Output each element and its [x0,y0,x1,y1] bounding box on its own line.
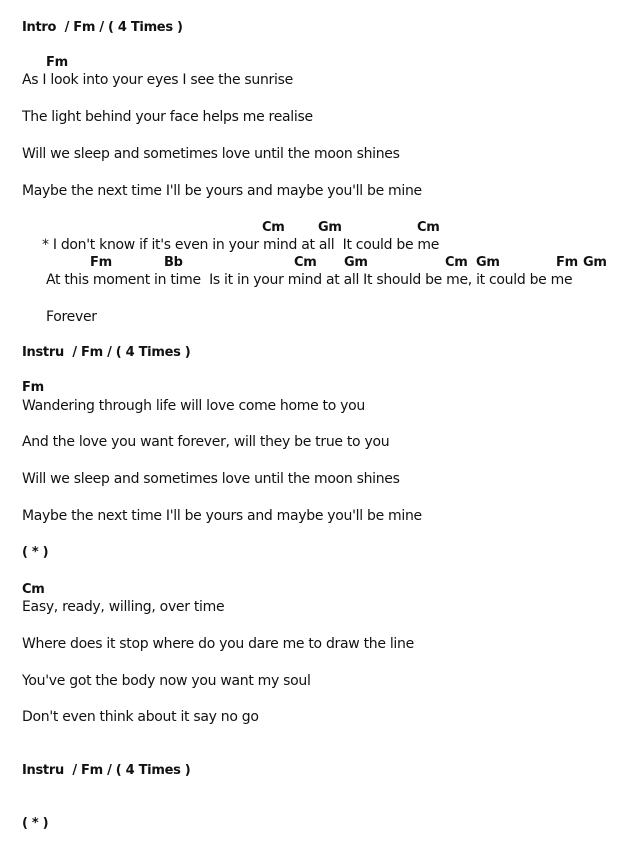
lyric-line: Will we sleep and sometimes love until the moon shines [22,146,400,162]
lyric-line: Easy, ready, willing, over time [22,599,225,615]
chord-label: Bb [164,255,183,270]
chord-label: Cm [22,582,45,597]
chord-label: Cm [445,255,468,270]
section-intro: Intro / Fm / ( 4 Times ) [22,20,183,35]
chord-label: Gm [318,220,342,235]
chorus-repeat-marker: ( * ) [22,816,49,831]
lyric-line: Maybe the next time I'll be yours and maybe you'll be mine [22,508,422,524]
lyric-line: The light behind your face helps me realise [22,109,313,125]
chord-label: Cm [417,220,440,235]
chord-label: Fm [90,255,112,270]
chord-label: Gm [583,255,607,270]
lyric-line: Wandering through life will love come home to you [22,398,365,414]
lyric-line: You've got the body now you want my soul [22,673,311,689]
chord-label: Cm [262,220,285,235]
chorus-line: * I don't know if it's even in your mind at all It could be me [42,237,440,253]
chorus-repeat-marker: ( * ) [22,545,49,560]
section-instru: Instru / Fm / ( 4 Times ) [22,345,191,360]
chord-label: Fm [46,55,68,70]
section-instru: Instru / Fm / ( 4 Times ) [22,763,191,778]
chord-label: Fm [22,380,44,395]
lyric-line: And the love you want forever, will they be true to you [22,434,390,450]
lyric-line: Maybe the next time I'll be yours and maybe you'll be mine [22,183,422,199]
chord-label: Gm [476,255,500,270]
chord-label: Cm [294,255,317,270]
chorus-line: At this moment in time Is it in your mind at all It should be me, it could be me [46,272,573,288]
chorus-line: Forever [46,309,97,325]
chord-label: Gm [344,255,368,270]
lyric-line: Don't even think about it say no go [22,709,259,725]
lyric-line: Where does it stop where do you dare me to draw the line [22,636,414,652]
chord-label: Fm [556,255,578,270]
lyric-line: As I look into your eyes I see the sunrise [22,72,293,88]
lyric-line: Will we sleep and sometimes love until the moon shines [22,471,400,487]
